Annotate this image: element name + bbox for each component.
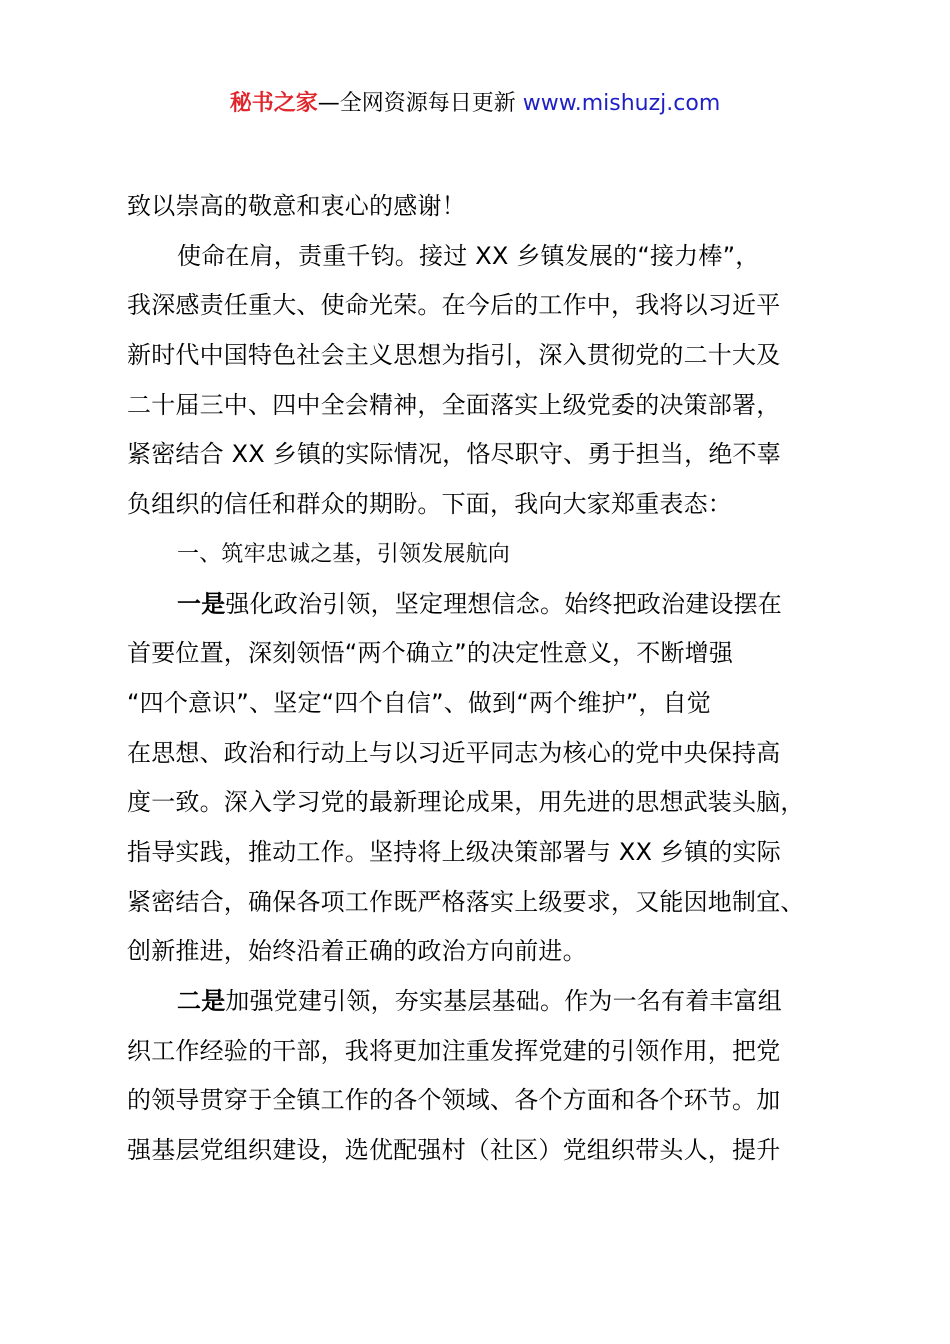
text-line: 二十届三中、四中全会精神，全面落实上级党委的决策部署， xyxy=(127,390,781,419)
text-line: 创新推进，始终沿着正确的政治方向前进。 xyxy=(127,937,587,966)
site-header xyxy=(0,88,950,120)
text-line: 致以崇高的敬意和衷心的感谢！ xyxy=(127,192,466,220)
text-line: 在思想、政治和行动上与以习近平同志为核心的党中央保持高 xyxy=(127,738,781,767)
site-url-link[interactable]: www.mishuzj.com xyxy=(522,91,721,116)
site-brand: 秘书之家 xyxy=(229,91,318,116)
text-line: 指导实践，推动工作。坚持将上级决策部署与 XX 乡镇的实际 xyxy=(127,837,781,866)
text-line: 度一致。深入学习党的最新理论成果，用先进的思想武装头脑， xyxy=(127,788,805,817)
text-line: 紧密结合，确保各项工作既严格落实上级要求，又能因地制宜、 xyxy=(127,887,805,916)
text-line: 的领导贯穿于全镇工作的各个领域、各个方面和各个环节。加 xyxy=(127,1086,781,1115)
paragraph-start-line xyxy=(127,977,847,1027)
paragraph-start-line: 使命在肩，责重千钧。接过 XX 乡镇发展的“接力棒”， xyxy=(177,241,760,270)
text-line: 首要位置，深刻领悟“两个确立”的决定性意义，不断增强 xyxy=(127,639,734,668)
text-line: 新时代中国特色社会主义思想为指引，深入贯彻党的二十大及 xyxy=(127,341,781,370)
point-text: 强化政治引领，坚定理想信念。始终把政治建设摆在 xyxy=(225,589,783,618)
text-line: 我深感责任重大、使命光荣。在今后的工作中，我将以习近平 xyxy=(127,291,781,320)
text-line: 强基层党组织建设，选优配强村（社区）党组织带头人，提升 xyxy=(127,1136,781,1165)
text-line: “四个意识”、坚定“四个自信”、做到“两个维护”，自觉 xyxy=(127,688,711,717)
paragraph-start-line xyxy=(127,580,847,630)
text-line: 负组织的信任和群众的期盼。下面，我向大家郑重表态： xyxy=(127,490,732,519)
document-body xyxy=(127,182,847,1176)
section-heading: 一、筑牢忠诚之基，引领发展航向 xyxy=(177,541,511,567)
text-line: 织工作经验的干部，我将更加注重发挥党建的引领作用，把党 xyxy=(127,1036,781,1065)
point-text: 加强党建引领，夯实基层基础。作为一名有着丰富组 xyxy=(225,987,783,1015)
point-lead: 二是 xyxy=(177,987,226,1015)
point-lead: 一是 xyxy=(177,589,226,618)
site-tagline: —全网资源每日更新 xyxy=(317,91,523,116)
text-line: 紧密结合 XX 乡镇的实际情况，恪尽职守、勇于担当，绝不辜 xyxy=(127,440,781,469)
